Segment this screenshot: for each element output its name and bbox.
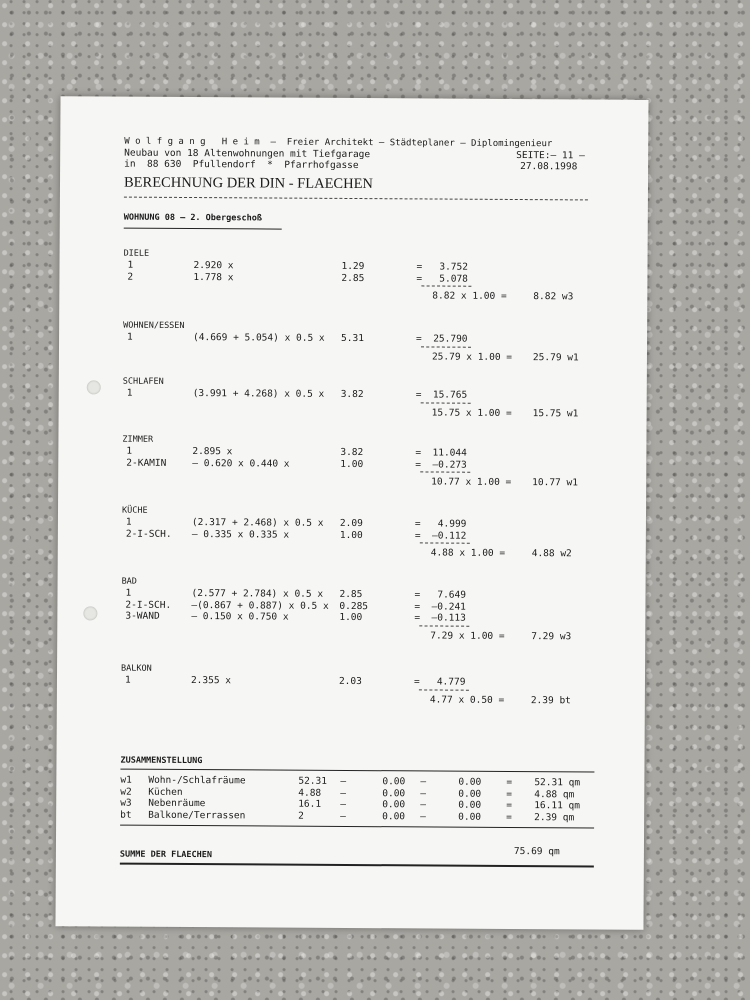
summary-code: w2: [120, 786, 132, 798]
summary-sign: –: [420, 776, 427, 788]
room-total: 2.39 bt: [530, 694, 571, 706]
apartment-underline: [124, 228, 282, 230]
room-total: 10.77 w1: [532, 477, 578, 489]
row-label: 2: [127, 271, 134, 283]
summary-category: Wohn-/Schlafräume: [148, 774, 246, 787]
room-name: WOHNEN/ESSEN: [123, 320, 185, 331]
row-result: = 25.790: [416, 333, 468, 345]
date: 27.08.1998: [520, 161, 578, 173]
summary-value-a: 4.88: [298, 787, 322, 799]
punch-hole: [87, 380, 101, 394]
row-result: = –0.241: [414, 600, 466, 613]
row-expression: 1.778 x: [193, 271, 234, 283]
room-total: 8.82 w3: [533, 291, 574, 303]
summary-equals: =: [506, 799, 512, 811]
summary-category: Balkone/Terrassen: [148, 809, 246, 821]
summary-category: Küchen: [148, 786, 183, 798]
summary-value-a: 16.1: [298, 798, 322, 810]
subtotal-calc: 8.82 x 1.00 =: [432, 290, 507, 302]
row-factor: 0.285: [339, 600, 369, 612]
row-factor: 2.09: [339, 517, 363, 530]
room-name: BAD: [121, 576, 137, 587]
subtotal-calc: 4.77 x 0.50 =: [429, 693, 505, 706]
row-label: 1: [125, 587, 132, 599]
row-result: = 5.078: [416, 272, 468, 285]
subtotal-calc: 4.88 x 1.00 =: [430, 547, 506, 559]
room-total: 4.88 w2: [531, 548, 572, 560]
location-line: in 88 630 Pfullendorf * Pfarrhofgasse: [124, 158, 359, 172]
row-expression: (4.669 + 5.054) x 0.5 x: [193, 332, 325, 344]
row-factor: 1.00: [339, 611, 363, 624]
row-factor: 5.31: [341, 332, 364, 345]
row-expression: 2.355 x: [190, 675, 232, 687]
row-label: 1: [126, 445, 133, 457]
summary-equals: =: [506, 788, 513, 800]
subtotal-divider: [419, 689, 469, 690]
summary-value-c: 0.00: [458, 788, 482, 800]
row-expression: – 0.150 x 0.750 x: [191, 611, 289, 623]
summary-sign: –: [420, 799, 426, 811]
summary-sign: –: [420, 810, 426, 822]
summary-value-b: 0.00: [382, 787, 406, 799]
subtotal-divider: [421, 402, 471, 403]
row-result: = 4.999: [414, 518, 467, 530]
subtotal-divider: [420, 542, 470, 543]
summary-equals: =: [506, 776, 513, 788]
summary-sign: –: [340, 798, 346, 810]
row-expression: – 0.335 x 0.335 x: [191, 528, 290, 541]
row-expression: 2.920 x: [193, 260, 234, 272]
project-line: Neubau von 18 Altenwohnungen mit Tiefgarage: [124, 147, 371, 161]
row-factor: 1.29: [341, 260, 365, 273]
row-label: 1: [125, 516, 132, 528]
room-total: 7.29 w3: [531, 630, 572, 642]
page-title: BERECHNUNG DER DIN - FLAECHEN: [123, 174, 373, 193]
row-expression: (2.317 + 2.468) x 0.5 x: [191, 517, 324, 529]
subtotal-calc: 10.77 x 1.00 =: [431, 476, 512, 488]
sum-label: SUMME DER FLAECHEN: [119, 849, 213, 861]
subtotal-divider: [421, 346, 471, 347]
subtotal-calc: 15.75 x 1.00 =: [431, 406, 512, 419]
document-page: [55, 96, 648, 930]
room-total: 25.79 w1: [532, 351, 579, 363]
summary-value-a: 2: [298, 810, 304, 822]
letterhead: W o l f g a n g H e i m – Freier Architekt – Städteplaner – Diplomingenieur: [124, 136, 553, 150]
summary-sign: –: [420, 787, 427, 799]
sum-value: 75.69 qm: [513, 845, 560, 858]
apartment-heading: WOHNUNG 08 – 2. Obergeschoß: [123, 212, 263, 224]
row-factor: 2.85: [341, 272, 365, 284]
row-label: 1: [127, 259, 134, 271]
row-expression: – 0.620 x 0.440 x: [192, 457, 290, 470]
row-label: 3-WAND: [125, 610, 160, 622]
summary-title: ZUSAMMENSTELLUNG: [120, 755, 203, 767]
room-name: SCHLAFEN: [122, 376, 164, 387]
row-factor: 1.00: [339, 529, 363, 541]
row-factor: 3.82: [340, 388, 364, 401]
row-label: 1: [124, 674, 131, 686]
summary-value-c: 0.00: [458, 811, 482, 823]
summary-equals: =: [506, 811, 512, 823]
row-result: = –0.112: [414, 529, 467, 542]
row-result: = –0.113: [414, 612, 466, 624]
room-name: DIELE: [123, 248, 150, 259]
summary-total: 52.31 qm: [534, 777, 581, 789]
summary-value-b: 0.00: [382, 776, 406, 788]
row-factor: 2.03: [338, 675, 362, 688]
row-result: = –0.273: [415, 458, 467, 471]
summary-value-b: 0.00: [382, 799, 406, 811]
subtotal-calc: 25.79 x 1.00 =: [431, 350, 513, 363]
title-divider: [124, 197, 588, 201]
summary-value-c: 0.00: [458, 776, 482, 788]
row-expression: –(0.867 + 0.887) x 0.5 x: [191, 599, 329, 612]
row-result: = 3.752: [416, 261, 469, 273]
row-factor: 1.00: [340, 458, 364, 470]
summary-value-a: 52.31: [298, 775, 328, 787]
summary-value-b: 0.00: [382, 810, 406, 822]
subtotal-calc: 7.29 x 1.00 =: [430, 629, 505, 642]
summary-sign: –: [340, 787, 347, 799]
row-label: 2-I-SCH.: [125, 599, 172, 611]
row-result: = 7.649: [414, 589, 467, 601]
room-total: 15.75 w1: [532, 407, 579, 419]
subtotal-divider: [421, 285, 471, 286]
row-factor: 2.85: [339, 588, 363, 601]
punch-hole: [83, 606, 97, 620]
summary-total: 4.88 qm: [534, 788, 575, 800]
summary-code: w1: [120, 774, 132, 786]
row-label: 1: [127, 331, 133, 343]
page-number: SEITE:– 11 –: [516, 149, 585, 162]
summary-code: bt: [120, 809, 132, 821]
summary-sign: –: [340, 810, 346, 822]
row-label: 2-KAMIN: [126, 457, 167, 469]
row-expression: 2.895 x: [192, 446, 233, 458]
subtotal-divider: [419, 625, 469, 626]
summary-value-c: 0.00: [458, 799, 482, 811]
room-name: ZIMMER: [122, 434, 154, 445]
row-result: = 15.765: [415, 389, 468, 401]
row-label: 2-I-SCH.: [125, 528, 172, 540]
row-label: 1: [126, 387, 133, 399]
row-result: = 4.779: [413, 676, 466, 688]
summary-top-rule: [120, 769, 594, 773]
subtotal-divider: [420, 471, 470, 472]
room-name: BALKON: [121, 663, 152, 674]
sum-rule: [120, 863, 594, 868]
summary-code: w3: [120, 797, 132, 809]
row-expression: (2.577 + 2.784) x 0.5 x: [191, 588, 324, 600]
summary-total: 2.39 qm: [534, 811, 575, 823]
summary-sign: –: [340, 775, 347, 787]
row-expression: (3.991 + 4.268) x 0.5 x: [192, 388, 325, 400]
row-factor: 3.82: [340, 446, 364, 459]
summary-bottom-rule: [120, 825, 594, 829]
row-result: = 11.044: [415, 447, 467, 459]
summary-category: Nebenräume: [148, 797, 206, 810]
summary-total: 16.11 qm: [534, 800, 581, 812]
room-name: KÜCHE: [121, 505, 148, 516]
